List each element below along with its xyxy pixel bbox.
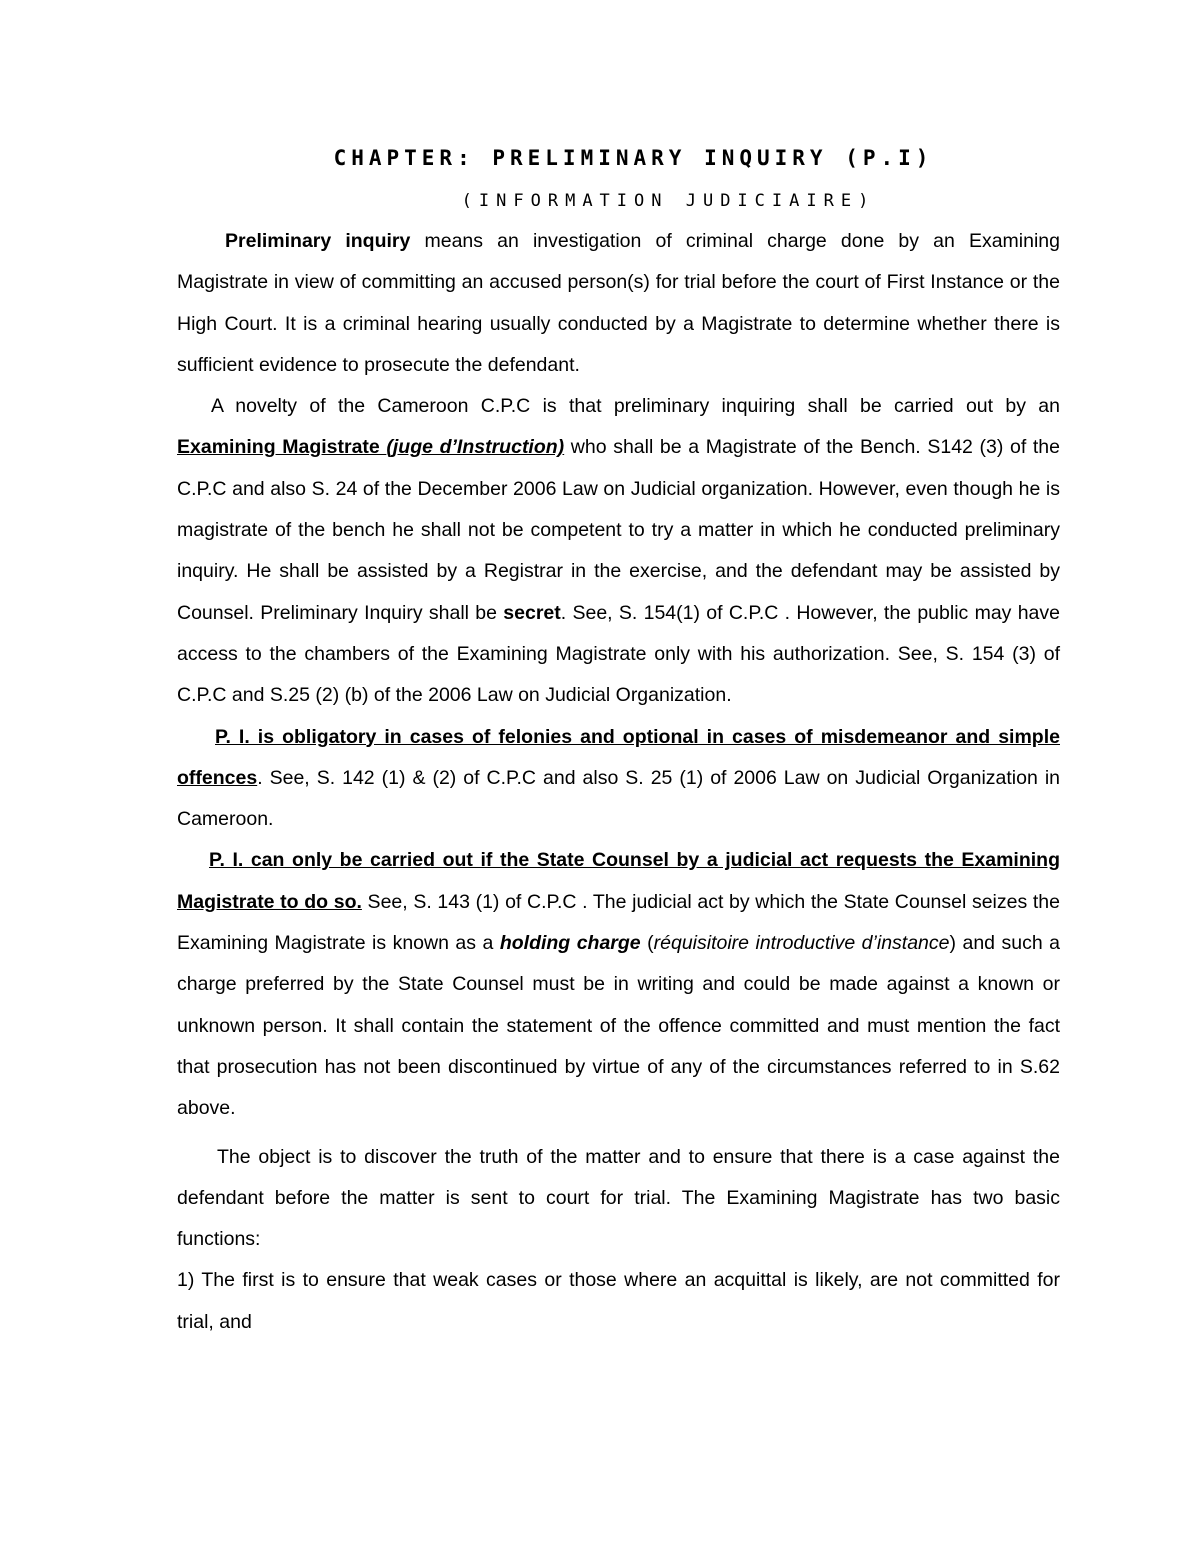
term-requisitoire: réquisitoire introductive d’instance bbox=[653, 932, 950, 955]
document-body bbox=[177, 221, 1060, 1343]
paragraph-text: means an investigation of criminal charge done by an Examining Magistrate in view of committing an accused person(s) for trial before the court of First Instance or the High Court. It is a criminal hearing usually conducted by a Magistrate to determine whether there is sufficient evidence to prosecute the defendant. bbox=[177, 230, 1060, 376]
term-holding-charge: holding charge bbox=[499, 932, 641, 955]
chapter-title: CHAPTER: PRELIMINARY INQUIRY (P.I) bbox=[333, 146, 934, 170]
paragraph-text: ) and such a charge preferred by the State Counsel must be in writing and could be made against a known or unknown person. It shall contain the statement of the offence committed and must mention the fact that prosecution has not been discontinued by virtue of any of the circumstances referred to in S.62 above. bbox=[177, 932, 1060, 1120]
paragraph-definition bbox=[177, 221, 1060, 386]
term-french: (juge d’Instruction) bbox=[386, 436, 565, 459]
paragraph-text: ( bbox=[640, 932, 654, 955]
paragraph-obligatory bbox=[177, 717, 1060, 841]
term-examining-magistrate bbox=[177, 436, 564, 458]
paragraph-text: . See, S. 142 (1) & (2) of C.P.C and also S. 25 (1) of 2006 Law on Judicial Organization in Cameroon. bbox=[177, 766, 1060, 831]
paragraph-examining-magistrate bbox=[177, 386, 1060, 716]
heading-obligatory: P. I. is obligatory in cases of felonies and optional in cases of misdemeanor and simple offences bbox=[177, 725, 1060, 789]
paragraph-state-counsel bbox=[177, 840, 1060, 1129]
paragraph-text: . See, S. 154(1) of C.P.C . However, the public may have access to the chambers of the Examining Magistrate only with his authorization. See, S. 154 (3) of C.P.C and S.25 (2) (b) of the 2006 Law on Judicial Organization. bbox=[177, 601, 1060, 707]
chapter-subtitle: (INFORMATION JUDICIAIRE) bbox=[461, 191, 876, 211]
term-text: Examining Magistrate bbox=[177, 436, 387, 459]
paragraph-text: A novelty of the Cameroon C.P.C is that preliminary inquiring shall be carried out by an bbox=[211, 395, 1060, 418]
paragraph-text: who shall be a Magistrate of the Bench. S142 (3) of the C.P.C and also S. 24 of the December 2006 Law on Judicial organization. However, even though he is magistrate of the bench he shall not be competent to try a matter in which he conducted preliminary inquiry. He shall be assisted by a Registrar in the exercise, and the defendant may be assisted by Counsel. Preliminary Inquiry shall be bbox=[177, 436, 1060, 624]
term-preliminary-inquiry: Preliminary inquiry bbox=[225, 230, 411, 252]
heading-state-counsel: P. I. can only be carried out if the State Counsel by a judicial act requests the Examining Magistrate to do so. bbox=[177, 849, 1060, 913]
term-secret: secret bbox=[503, 601, 561, 624]
paragraph-object: The object is to discover the truth of the matter and to ensure that there is a case against the defendant before the matter is sent to court for trial. The Examining Magistrate has two basic functions: bbox=[177, 1145, 1060, 1251]
paragraph-text: See, S. 143 (1) of C.P.C . The judicial act by which the State Counsel seizes the Examining Magistrate is known as a bbox=[177, 890, 1060, 955]
paragraph-function-1: 1) The first is to ensure that weak cases or those where an acquittal is likely, are not committed for trial, and bbox=[177, 1269, 1060, 1333]
